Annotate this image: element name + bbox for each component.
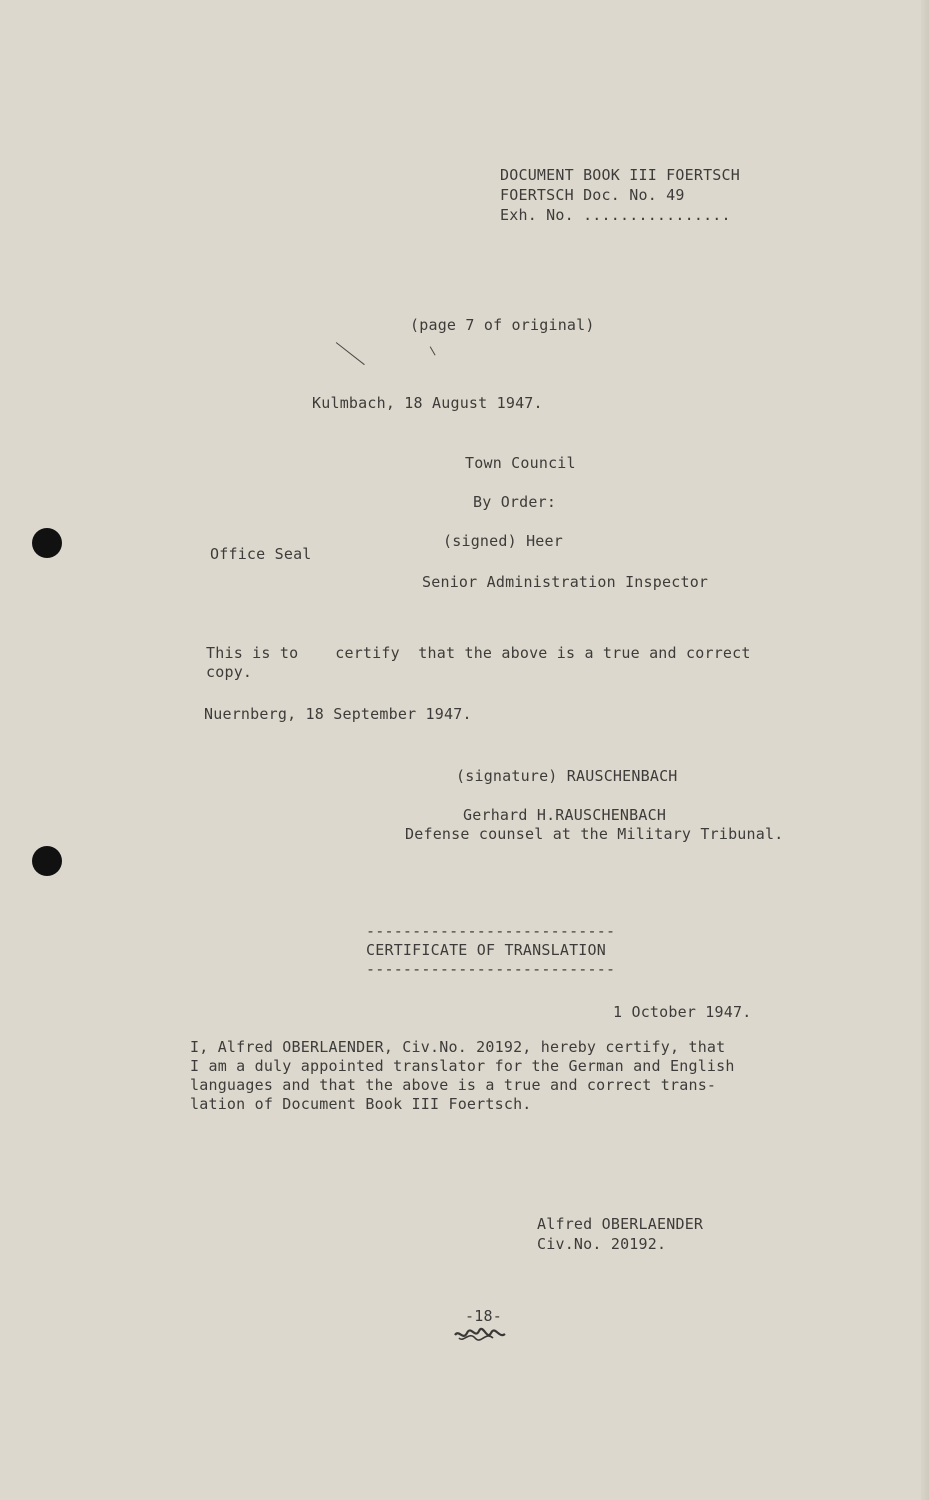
page-edge xyxy=(921,0,929,1500)
translation-body-line-4: lation of Document Book III Foertsch. xyxy=(190,1095,532,1113)
translator-name: Alfred OBERLAENDER xyxy=(537,1215,704,1233)
exhibit-number: Exh. No. ................ xyxy=(500,206,731,224)
signed-heer: (signed) Heer xyxy=(443,532,563,550)
page-note: (page 7 of original) xyxy=(410,316,595,334)
certification-place-date: Nuernberg, 18 September 1947. xyxy=(204,705,472,723)
ink-stamp-mark xyxy=(453,1325,509,1345)
doc-book-title: DOCUMENT BOOK III FOERTSCH xyxy=(500,166,740,184)
counsel-signature: (signature) RAUSCHENBACH xyxy=(456,767,678,785)
pen-stroke-mark xyxy=(336,342,365,365)
translation-body-line-2: I am a duly appointed translator for the German and English xyxy=(190,1057,735,1075)
certification-line-2: copy. xyxy=(206,663,253,681)
pen-stroke-mark xyxy=(429,346,435,355)
translator-civ-number: Civ.No. 20192. xyxy=(537,1235,667,1253)
town-council: Town Council xyxy=(465,454,576,472)
page-number: -18- xyxy=(465,1307,502,1325)
translation-date: 1 October 1947. xyxy=(613,1003,752,1021)
translation-body-line-3: languages and that the above is a true and correct trans- xyxy=(190,1076,717,1094)
certificate-heading: CERTIFICATE OF TRANSLATION xyxy=(366,941,606,959)
by-order: By Order: xyxy=(473,493,557,511)
punch-hole-lower xyxy=(32,846,62,876)
place-date: Kulmbach, 18 August 1947. xyxy=(312,394,543,412)
office-seal: Office Seal xyxy=(210,545,312,563)
translation-body-line-1: I, Alfred OBERLAENDER, Civ.No. 20192, hereby certify, that xyxy=(190,1038,726,1056)
doc-number: FOERTSCH Doc. No. 49 xyxy=(500,186,685,204)
punch-hole-upper xyxy=(32,528,62,558)
heading-rule-bottom: --------------------------- xyxy=(366,960,616,978)
heading-rule-top: --------------------------- xyxy=(366,922,616,940)
counsel-role: Defense counsel at the Military Tribunal. xyxy=(405,825,784,843)
signer-title: Senior Administration Inspector xyxy=(422,573,709,591)
counsel-name: Gerhard H.RAUSCHENBACH xyxy=(463,806,667,824)
certification-line-1: This is to certify that the above is a true and correct xyxy=(206,644,751,662)
